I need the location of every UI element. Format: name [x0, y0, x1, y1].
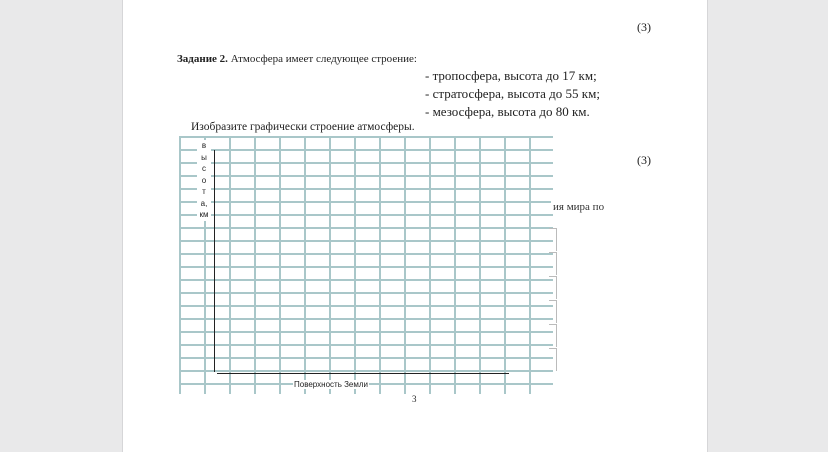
list-item: - мезосфера, высота до 80 км. [425, 104, 590, 119]
y-axis-label-char: км [199, 210, 209, 219]
y-axis-label-char: а, [200, 198, 208, 208]
y-axis-label-char: о [201, 175, 207, 185]
list-item: - стратосфера, высота до 55 км; [425, 86, 600, 101]
y-axis-line [214, 150, 215, 372]
task-instruction: Изобразите графически строение атмосферы. [191, 121, 415, 133]
document-page [122, 0, 708, 452]
y-axis-label-char: т [202, 187, 206, 196]
x-axis-label: Поверхность Земли [294, 380, 369, 389]
score-top: (3) [637, 20, 651, 34]
list-item: - тропосфера, высота до 17 км; [425, 68, 597, 83]
y-axis-label-char: с [202, 164, 206, 173]
page-number: 3 [412, 394, 417, 404]
task-label: Задание 2. [177, 53, 228, 65]
partial-text: ия мира по [553, 201, 605, 213]
y-axis-label-char: в [201, 141, 207, 150]
right-bracket-lines [549, 228, 557, 373]
task-heading [177, 53, 417, 65]
x-axis-line [217, 373, 509, 374]
y-axis-label-char: ы [201, 152, 207, 162]
score-middle: (3) [637, 153, 651, 167]
graph-paper-grid [179, 136, 553, 394]
y-axis-label [197, 140, 211, 221]
task-text: Атмосфера имеет следующее строение: [227, 53, 417, 65]
